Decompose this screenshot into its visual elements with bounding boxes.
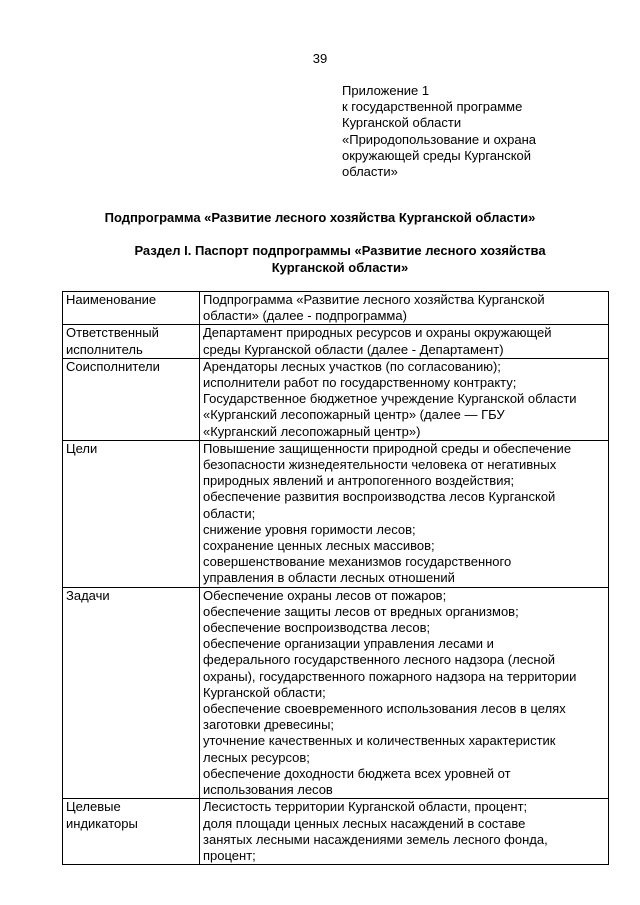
row-value-cell bbox=[200, 358, 609, 440]
appendix-line: Курганской области bbox=[342, 115, 462, 131]
row-value-line: Лесистость территории Курганской области, процент; bbox=[203, 799, 528, 815]
row-value-line: обеспечение защиты лесов от вредных организмов; bbox=[203, 603, 519, 619]
row-value-line: Арендаторы лесных участков (по согласованию); bbox=[203, 358, 501, 374]
row-value-cell bbox=[200, 799, 609, 865]
table-row bbox=[63, 440, 609, 587]
table-row bbox=[63, 358, 609, 440]
appendix-line: к государственной программе bbox=[342, 99, 523, 115]
row-value-line: Повышение защищенности природной среды и обеспечение bbox=[203, 440, 572, 456]
row-label-cell bbox=[63, 587, 200, 799]
row-value-line: федерального государственного лесного надзора (лесной bbox=[203, 652, 556, 668]
row-value-line: охраны), государственного пожарного надзора на территории bbox=[203, 668, 577, 684]
row-label-cell bbox=[63, 358, 200, 440]
row-value-line: Государственное бюджетное учреждение Курганской области bbox=[203, 391, 577, 407]
row-value-cell bbox=[200, 292, 609, 325]
section-title-line: Курганской области» bbox=[271, 259, 409, 275]
row-label-cell bbox=[63, 440, 200, 587]
row-value-line: обеспечение своевременного использования лесов в целях bbox=[203, 701, 566, 717]
table-row bbox=[63, 587, 609, 799]
row-value-line: уточнение качественных и количественных характеристик bbox=[203, 733, 556, 749]
row-label-line: Наименование bbox=[66, 292, 157, 307]
table-row bbox=[63, 325, 609, 358]
row-value-cell bbox=[200, 325, 609, 358]
row-label-cell bbox=[63, 799, 200, 865]
row-value-line: исполнители работ по государственному контракту; bbox=[203, 375, 517, 391]
appendix-line: Приложение 1 bbox=[342, 83, 430, 98]
subprogram-title: Подпрограмма «Развитие лесного хозяйства Курганской области» bbox=[104, 210, 536, 225]
row-value-line: доля площади ценных лесных насаждений в составе bbox=[203, 815, 526, 831]
row-value-cell bbox=[200, 440, 609, 587]
row-value-line: области» (далее - подпрограмма) bbox=[203, 308, 407, 324]
row-value-line: процент; bbox=[203, 847, 256, 863]
row-value-line: области; bbox=[203, 505, 256, 521]
row-value-line: обеспечение развития воспроизводства лесов Курганской bbox=[203, 489, 556, 505]
row-value-line: обеспечение доходности бюджета всех уровней от bbox=[203, 765, 511, 781]
row-value-line: «Курганский лесопожарный центр» (далее — ГБУ bbox=[203, 407, 505, 423]
row-value-line: сохранение ценных лесных массивов; bbox=[203, 538, 435, 554]
row-value-cell bbox=[200, 587, 609, 799]
passport-table bbox=[62, 291, 609, 865]
row-value-line: Подпрограмма «Развитие лесного хозяйства Курганской bbox=[203, 292, 545, 307]
row-label-cell bbox=[63, 325, 200, 358]
page-number: 39 bbox=[312, 51, 328, 66]
section-title-line: Раздел I. Паспорт подпрограммы «Развитие лесного хозяйства bbox=[134, 243, 546, 258]
row-value-line: обеспечение воспроизводства лесов; bbox=[203, 620, 431, 636]
row-value-line: Департамент природных ресурсов и охраны окружающей bbox=[203, 325, 552, 341]
row-value-line: обеспечение организации управления лесами и bbox=[203, 636, 494, 652]
table-row bbox=[63, 799, 609, 865]
row-value-line: лесных ресурсов; bbox=[203, 749, 310, 765]
row-value-line: заготовки древесины; bbox=[203, 717, 335, 733]
row-value-line: Обеспечение охраны лесов от пожаров; bbox=[203, 587, 447, 603]
row-label-cell bbox=[63, 292, 200, 325]
row-label-line: Ответственный bbox=[66, 325, 159, 341]
appendix-line: «Природопользование и охрана bbox=[342, 131, 537, 147]
row-value-line: Курганской области; bbox=[203, 684, 326, 700]
row-value-line: занятых лесными насаждениями земель лесного фонда, bbox=[203, 831, 548, 847]
row-label-line: Задачи bbox=[66, 587, 110, 603]
table-row bbox=[63, 292, 609, 325]
section-title bbox=[60, 243, 620, 276]
row-label-line: исполнитель bbox=[66, 341, 143, 357]
appendix-line: окружающей среды Курганской bbox=[342, 147, 532, 163]
row-value-line: безопасности жизнедеятельности человека от негативных bbox=[203, 457, 557, 473]
row-label-line: Соисполнители bbox=[66, 358, 160, 374]
row-value-line: управления в области лесных отношений bbox=[203, 570, 455, 586]
row-value-line: совершенствование механизмов государственного bbox=[203, 554, 512, 570]
row-value-line: снижение уровня горимости лесов; bbox=[203, 521, 416, 537]
row-value-line: среды Курганской области (далее - Департамент) bbox=[203, 341, 504, 357]
row-value-line: использования лесов bbox=[203, 782, 333, 798]
row-value-line: «Курганский лесопожарный центр») bbox=[203, 423, 421, 439]
row-label-line: индикаторы bbox=[66, 815, 138, 831]
appendix-line: области» bbox=[342, 164, 398, 180]
row-label-line: Целевые bbox=[66, 799, 121, 815]
row-value-line: природных явлений и антропогенного воздействия; bbox=[203, 473, 515, 489]
appendix-block bbox=[342, 83, 582, 180]
row-label-line: Цели bbox=[66, 440, 98, 456]
